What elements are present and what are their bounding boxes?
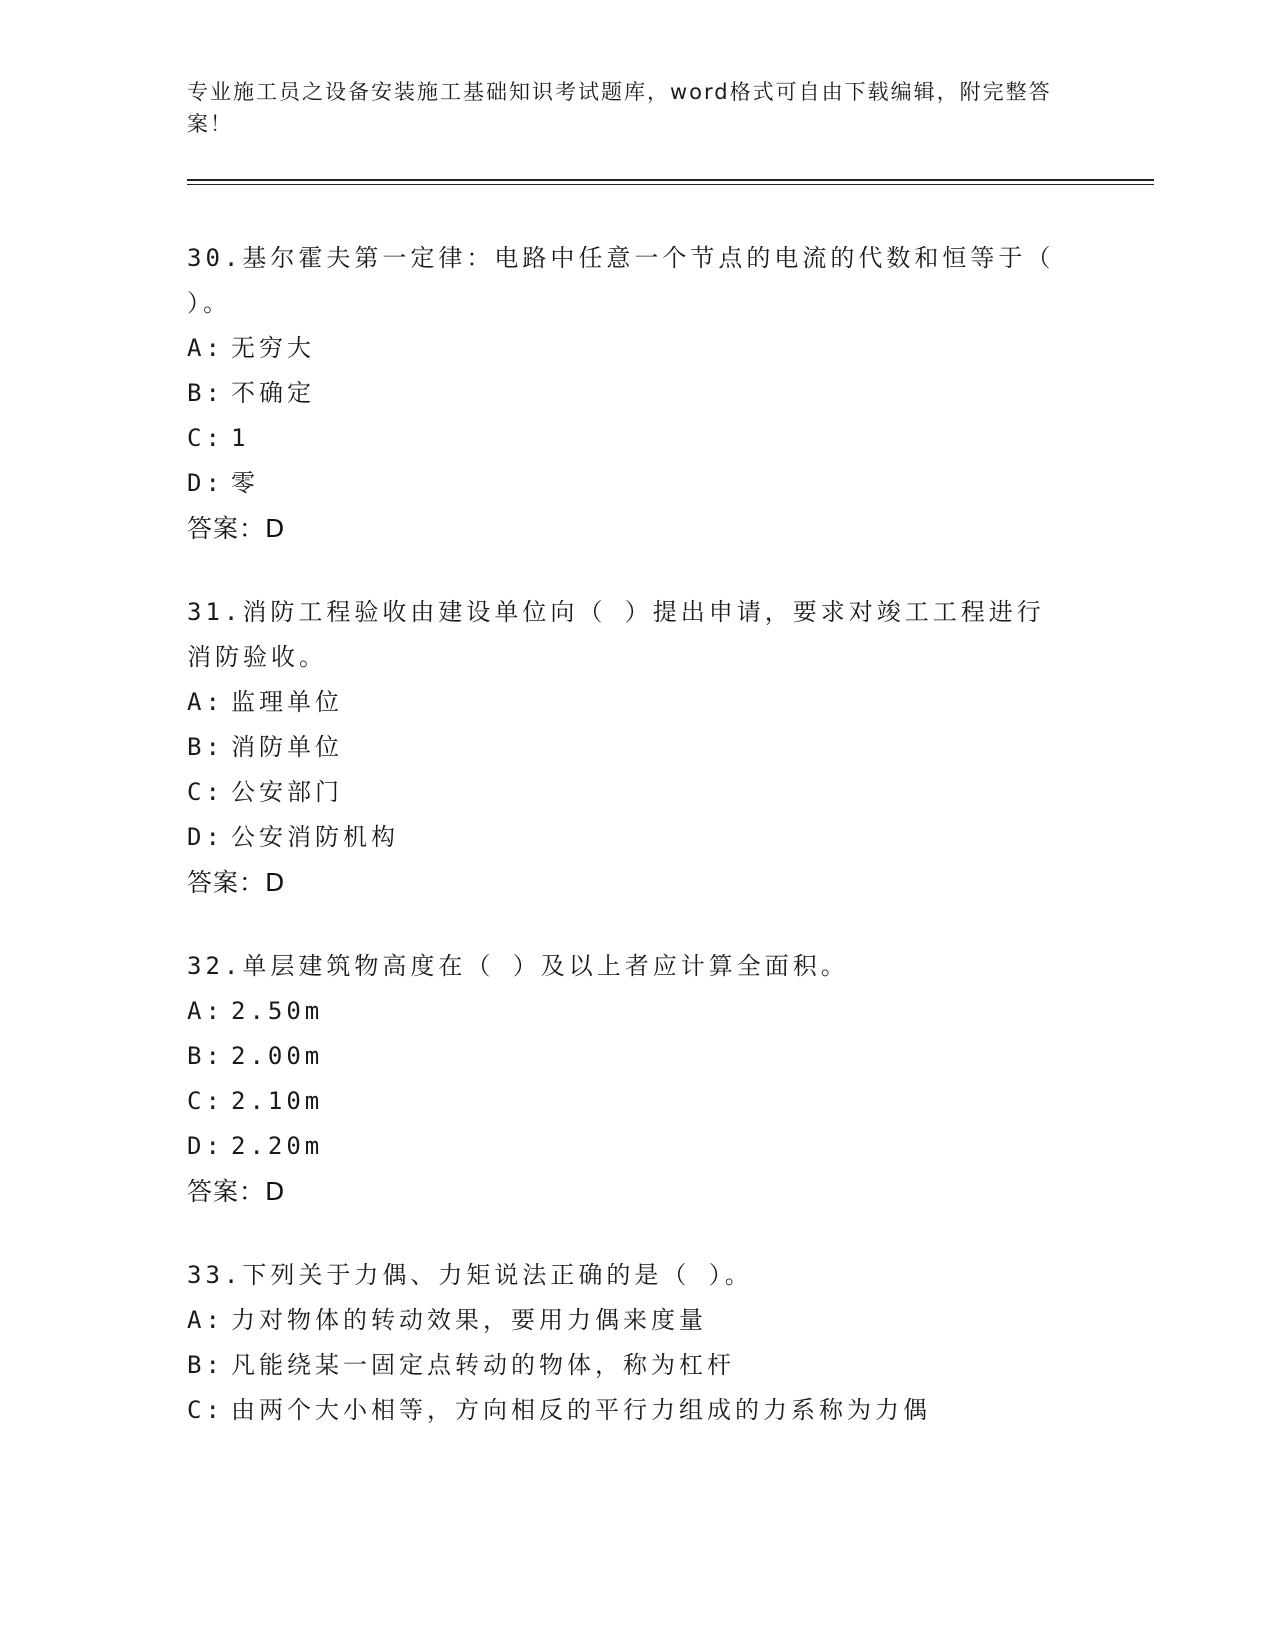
option-b bbox=[187, 725, 1087, 770]
option-text: 消防单位 bbox=[231, 733, 343, 761]
header-divider-thin bbox=[187, 184, 1154, 185]
document-header: 专业施工员之设备安装施工基础知识考试题库，word格式可自由下载编辑，附完整答案！ bbox=[187, 80, 1052, 136]
question-32 bbox=[187, 944, 1087, 1215]
answer-line: 答案：D bbox=[187, 1177, 286, 1206]
question-31 bbox=[187, 590, 1087, 906]
option-c bbox=[187, 1388, 1087, 1433]
header-divider-thick bbox=[187, 179, 1154, 181]
option-text: 1 bbox=[231, 424, 250, 452]
question-33 bbox=[187, 1253, 1087, 1433]
question-text: 30.基尔霍夫第一定律：电路中任意一个节点的电流的代数和恒等于（ ）。 bbox=[187, 244, 1055, 317]
question-30 bbox=[187, 236, 1087, 552]
option-c bbox=[187, 770, 1087, 815]
question-list bbox=[187, 236, 1087, 1471]
option-label: A: bbox=[187, 997, 224, 1025]
option-text: 2.50m bbox=[231, 997, 324, 1025]
option-label: B: bbox=[187, 1042, 224, 1070]
option-label: D: bbox=[187, 823, 224, 851]
option-label: C: bbox=[187, 1087, 224, 1115]
option-label: B: bbox=[187, 1351, 224, 1379]
option-label: D: bbox=[187, 469, 224, 497]
question-text: 32.单层建筑物高度在（ ）及以上者应计算全面积。 bbox=[187, 952, 849, 980]
option-d bbox=[187, 1124, 1087, 1169]
option-text: 无穷大 bbox=[231, 334, 315, 362]
option-label: C: bbox=[187, 1396, 224, 1424]
option-text: 凡能绕某一固定点转动的物体，称为杠杆 bbox=[231, 1351, 735, 1379]
option-b bbox=[187, 371, 1087, 416]
option-text: 监理单位 bbox=[231, 688, 343, 716]
option-a bbox=[187, 989, 1087, 1034]
answer-line: 答案：D bbox=[187, 514, 286, 543]
option-label: C: bbox=[187, 424, 224, 452]
option-a bbox=[187, 326, 1087, 371]
question-text: 33.下列关于力偶、力矩说法正确的是（ ）。 bbox=[187, 1261, 753, 1289]
option-label: A: bbox=[187, 1306, 224, 1334]
option-text: 2.00m bbox=[231, 1042, 324, 1070]
option-label: A: bbox=[187, 334, 224, 362]
option-text: 零 bbox=[231, 469, 259, 497]
option-d bbox=[187, 815, 1087, 860]
option-text: 2.10m bbox=[231, 1087, 324, 1115]
option-c bbox=[187, 1079, 1087, 1124]
option-label: A: bbox=[187, 688, 224, 716]
option-d bbox=[187, 461, 1087, 506]
option-c bbox=[187, 416, 1087, 461]
option-label: B: bbox=[187, 733, 224, 761]
option-a bbox=[187, 1298, 1087, 1343]
option-label: D: bbox=[187, 1132, 224, 1160]
option-b bbox=[187, 1343, 1087, 1388]
option-text: 不确定 bbox=[231, 379, 315, 407]
option-text: 2.20m bbox=[231, 1132, 324, 1160]
option-text: 公安消防机构 bbox=[231, 823, 399, 851]
question-text: 31.消防工程验收由建设单位向（ ）提出申请，要求对竣工工程进行消防验收。 bbox=[187, 598, 1045, 671]
answer-line: 答案：D bbox=[187, 868, 286, 897]
option-label: C: bbox=[187, 778, 224, 806]
option-text: 力对物体的转动效果，要用力偶来度量 bbox=[231, 1306, 707, 1334]
option-label: B: bbox=[187, 379, 224, 407]
option-b bbox=[187, 1034, 1087, 1079]
option-text: 由两个大小相等，方向相反的平行力组成的力系称为力偶 bbox=[231, 1396, 931, 1424]
option-text: 公安部门 bbox=[231, 778, 343, 806]
option-a bbox=[187, 680, 1087, 725]
